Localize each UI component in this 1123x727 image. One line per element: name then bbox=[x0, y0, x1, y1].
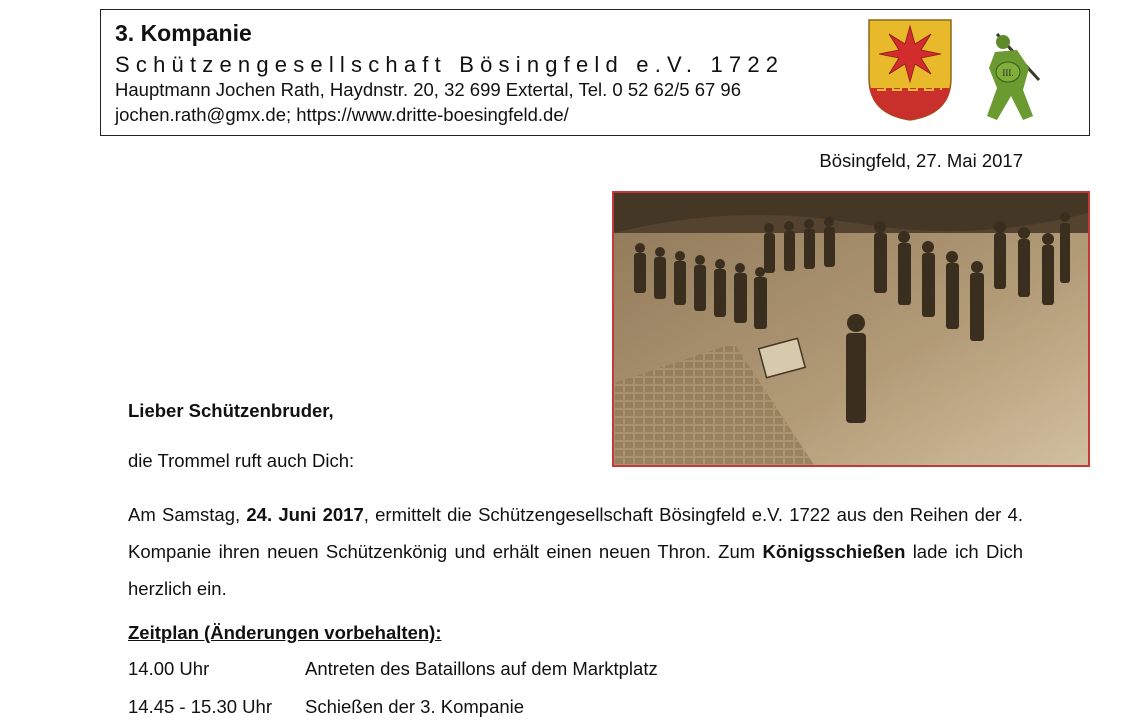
coat-of-arms-icon bbox=[867, 18, 953, 122]
schedule-row bbox=[128, 696, 524, 718]
company-title: 3. Kompanie bbox=[115, 20, 252, 46]
invitation-paragraph bbox=[128, 496, 1023, 607]
schedule-event: Schießen der 3. Kompanie bbox=[305, 696, 525, 717]
intro-line: die Trommel ruft auch Dich: bbox=[128, 450, 355, 471]
company-group-photo bbox=[612, 191, 1090, 467]
para-text-1: Am Samstag, bbox=[128, 504, 247, 525]
schedule-time: 14.00 Uhr bbox=[128, 658, 210, 679]
greeting: Lieber Schützenbruder, bbox=[128, 400, 334, 421]
contact-line: jochen.rath@gmx.de; https://www.dritte-boesingfeld.de/ bbox=[115, 104, 569, 125]
schedule-heading: Zeitplan (Änderungen vorbehalten): bbox=[128, 622, 442, 643]
svg-text:III.: III. bbox=[1002, 68, 1014, 78]
organization-name: Schützengesellschaft Bösingfeld e.V. 1722 bbox=[115, 52, 785, 77]
para-text-3: lade ich Dich herzlich ein. bbox=[128, 541, 1023, 599]
address-line: Hauptmann Jochen Rath, Haydnstr. 20, 32 699 Extertal, Tel. 0 52 62/5 67 96 bbox=[115, 79, 741, 100]
letterhead bbox=[100, 9, 1090, 136]
event-name: Königsschießen bbox=[762, 541, 906, 562]
schedule-event: Antreten des Bataillons auf dem Marktplatz bbox=[305, 658, 658, 679]
date-line: Bösingfeld, 27. Mai 2017 bbox=[819, 150, 1023, 171]
event-date: 24. Juni 2017 bbox=[246, 504, 364, 525]
soldier-emblem-icon bbox=[967, 24, 1055, 134]
schedule-time: 14.45 - 15.30 Uhr bbox=[128, 696, 272, 717]
group-photo-image bbox=[614, 193, 1088, 465]
para-text-2: , ermittelt die Schützengesellschaft Bösingfeld e.V. 1722 aus den Reihen der 4. Kompanie ihren neuen Schützenkönig und erhält einen neuen Thron. Zum bbox=[128, 504, 1023, 562]
schedule-row bbox=[128, 658, 658, 680]
